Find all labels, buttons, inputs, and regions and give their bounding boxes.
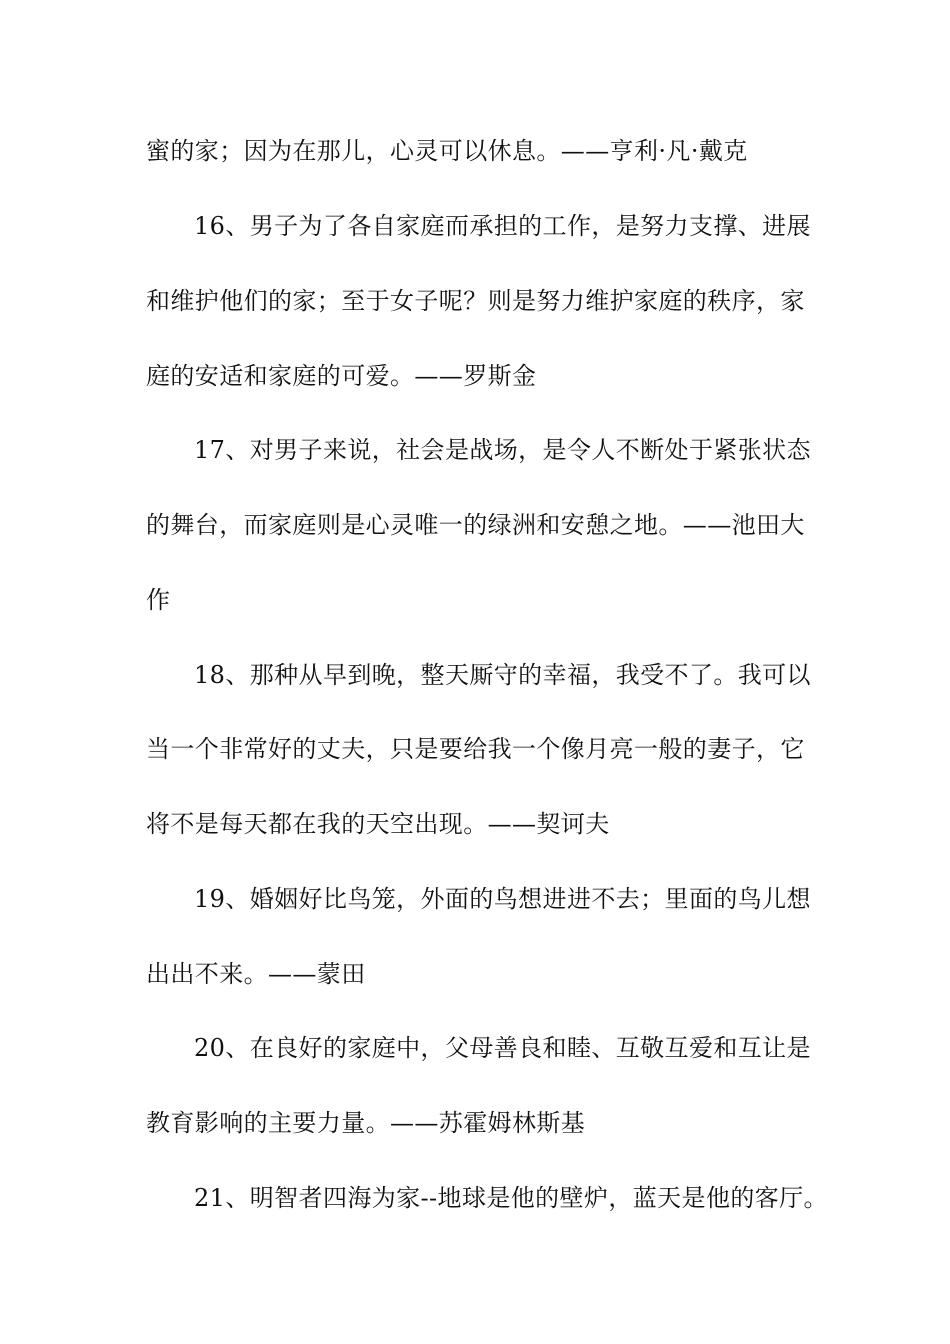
quote-21-line: 21、明智者四海为家--地球是他的壁炉，蓝天是他的客厅。 — [194, 1184, 828, 1212]
quote-17-line: 17、对男子来说，社会是战场，是令人不断处于紧张状态 — [194, 436, 811, 464]
text-line: 教育影响的主要力量。——苏霍姆林斯基 — [146, 1109, 586, 1137]
text-line: 的舞台，而家庭则是心灵唯一的绿洲和安憩之地。——池田大 — [146, 511, 805, 539]
text-line: 出出不来。——蒙田 — [146, 960, 366, 988]
quote-20-line: 20、在良好的家庭中，父母善良和睦、互敬互爱和互让是 — [194, 1034, 811, 1062]
text-line: 作 — [146, 586, 171, 614]
text-line: 将不是每天都在我的天空出现。——契诃夫 — [146, 810, 610, 838]
text-line: 当一个非常好的丈夫，只是要给我一个像月亮一般的妻子，它 — [146, 735, 805, 763]
text-line: 蜜的家；因为在那儿，心灵可以休息。——亨利·凡·戴克 — [146, 137, 748, 165]
text-line: 庭的安适和家庭的可爱。——罗斯金 — [146, 362, 537, 390]
text-line: 和维护他们的家；至于女子呢？则是努力维护家庭的秩序，家 — [146, 287, 805, 315]
quote-19-line: 19、婚姻好比鸟笼，外面的鸟想进进不去；里面的鸟儿想 — [194, 885, 811, 913]
quote-18-line: 18、那种从早到晚，整天厮守的幸福，我受不了。我可以 — [194, 661, 811, 689]
quote-16-line: 16、男子为了各自家庭而承担的工作，是努力支撑、进展 — [194, 212, 811, 240]
